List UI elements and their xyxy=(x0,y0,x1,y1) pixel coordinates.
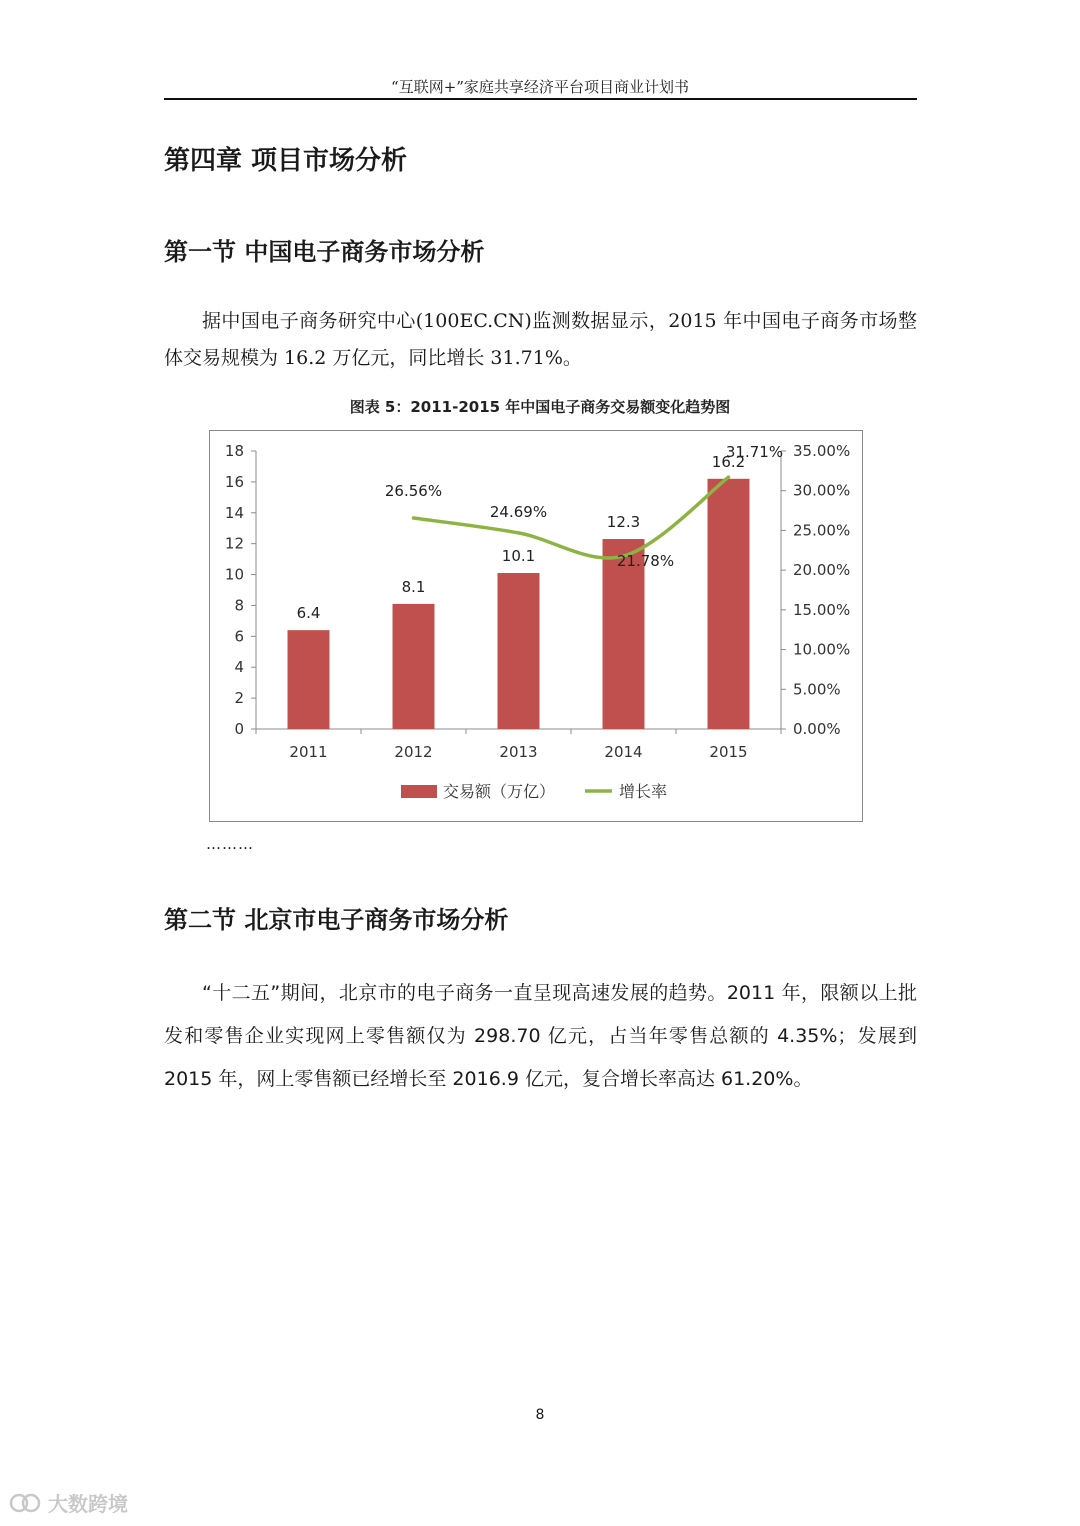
line-data-label: 31.71% xyxy=(725,443,784,462)
right-tick-label: 5.00% xyxy=(793,680,841,699)
bar xyxy=(498,573,540,729)
left-tick-label: 0 xyxy=(234,720,244,738)
right-tick-label: 20.00% xyxy=(793,561,851,580)
right-tick-label: 35.00% xyxy=(793,442,851,460)
watermark xyxy=(8,1488,128,1517)
ellipsis: ……… xyxy=(206,835,254,853)
legend-line-label: 增长率 xyxy=(619,782,668,801)
right-tick-label: 0.00% xyxy=(793,720,841,738)
bar-data-label: 8.1 xyxy=(401,577,426,596)
section-2-title: 第二节 北京市电子商务市场分析 xyxy=(164,906,509,934)
trade-volume-chart xyxy=(210,431,862,821)
section-1-text: 据中国电子商务研究中心(100EC.CN)监测数据显示，2015 年中国电子商务市场整体交易规模为 16.2 万亿元，同比增长 31.71%。 xyxy=(164,310,917,369)
right-tick-label: 30.00% xyxy=(793,481,851,500)
bar-data-label: 16.2 xyxy=(711,452,746,471)
x-tick-label: 2013 xyxy=(499,743,538,761)
section-1-title: 第一节 中国电子商务市场分析 xyxy=(164,238,485,266)
left-tick-label: 6 xyxy=(234,627,244,646)
legend-bar-label: 交易额（万亿） xyxy=(443,782,556,801)
watermark-text: 大数跨境 xyxy=(48,1492,128,1516)
bar xyxy=(393,604,435,729)
section-2-paragraph xyxy=(164,972,917,1101)
right-tick-label: 25.00% xyxy=(793,521,851,540)
bar xyxy=(708,479,750,729)
legend-bar-swatch xyxy=(401,785,437,798)
bar-data-label: 10.1 xyxy=(501,547,536,566)
line-data-label: 26.56% xyxy=(384,482,443,501)
document-header: “互联网+”家庭共享经济平台项目商业计划书 xyxy=(391,78,689,96)
growth-rate-line xyxy=(414,477,729,558)
left-tick-label: 16 xyxy=(224,472,244,491)
left-tick-label: 14 xyxy=(224,503,244,522)
x-tick-label: 2014 xyxy=(604,743,643,761)
bar-data-label: 12.3 xyxy=(606,513,641,532)
x-tick-label: 2012 xyxy=(394,743,433,761)
left-tick-label: 10 xyxy=(224,565,244,584)
left-tick-label: 12 xyxy=(224,534,244,553)
line-data-label: 24.69% xyxy=(489,502,548,521)
watermark-logo-icon xyxy=(8,1492,42,1514)
right-tick-label: 15.00% xyxy=(793,600,851,619)
x-tick-label: 2015 xyxy=(709,743,748,761)
figure-caption: 图表 5：2011-2015 年中国电子商务交易额变化趋势图 xyxy=(349,398,731,416)
left-tick-label: 4 xyxy=(234,658,244,677)
line-data-label: 21.78% xyxy=(616,552,675,571)
bar-data-label: 6.4 xyxy=(296,604,321,623)
chapter-title: 第四章 项目市场分析 xyxy=(164,146,408,176)
section-2-text: “十二五”期间，北京市的电子商务一直呈现高速发展的趋势。2011 年，限额以上批发和零售企业实现网上零售额仅为 298.70 亿元，占当年零售总额的 4.35%；发展到 2015 年，网上零售额已经增长至 2016.9 亿元，复合增长率高达 61.20%。 xyxy=(164,982,917,1090)
x-tick-label: 2011 xyxy=(289,743,328,761)
chart-frame xyxy=(209,430,863,822)
left-tick-label: 2 xyxy=(234,689,244,708)
left-tick-label: 18 xyxy=(224,442,244,460)
left-tick-label: 8 xyxy=(234,596,244,615)
page-number: 8 xyxy=(535,1407,545,1423)
chart-legend xyxy=(401,782,667,801)
right-tick-label: 10.00% xyxy=(793,640,851,659)
bar xyxy=(288,630,330,729)
header-rule xyxy=(164,98,917,100)
section-1-paragraph xyxy=(164,303,917,377)
chart-line xyxy=(413,477,728,558)
